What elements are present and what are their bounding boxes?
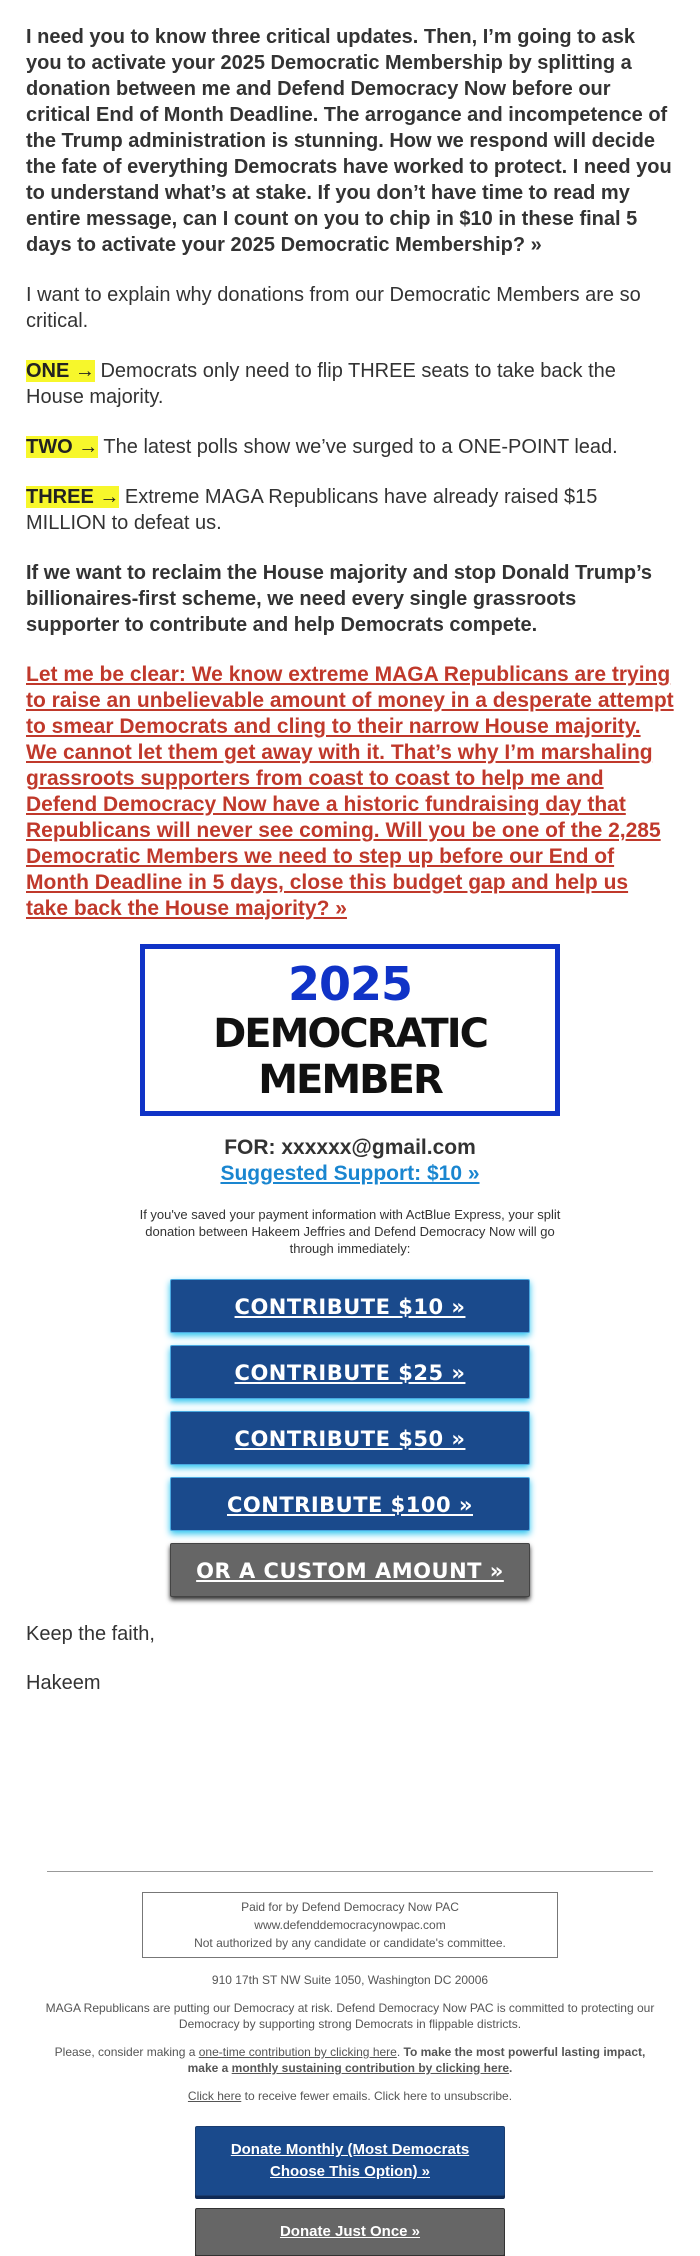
- footer-address: 910 17th ST NW Suite 1050, Washington DC 20006: [211, 1973, 489, 1987]
- intro-paragraph: I need you to know three critical updates. Then, I’m going to ask you to activate your 2025 Democratic Membership by splitting a donation between me and Defend Democracy Now before our critical End of Month Deadline. The arrogance and incompetence of the Trump administration is stunning. How we respond will decide the fate of everything Democrats have worked to protect. I need you to understand what’s at stake. If you don’t have time to read my entire message, can I count on you to chip in $10 in these final 5 days to activate your 2025 Democratic Membership? »: [26, 26, 672, 256]
- point-one-tag: ONE →: [26, 360, 95, 382]
- signoff: Keep the faith,: [26, 1623, 155, 1645]
- point-two: [26, 434, 674, 460]
- reclaim-paragraph: If we want to reclaim the House majority and stop Donald Trump’s billionaires-first scheme, we need every single grassroots supporter to contribute and help Democrats compete.: [26, 562, 653, 636]
- one-time-link[interactable]: one-time contribution by clicking here: [198, 2045, 397, 2059]
- not-authorized-text: Not authorized by any candidate or candidate's committee.: [194, 1936, 506, 1950]
- consider-prefix: Please, consider making a: [54, 2045, 199, 2059]
- suggested-support-link[interactable]: Suggested Support: $10 »: [220, 1162, 480, 1185]
- badge-text: DEMOCRATIC MEMBER: [213, 1011, 487, 1103]
- point-two-text: The latest polls show we’ve surged to a ONE-POINT lead.: [103, 436, 618, 458]
- paid-by-text: Paid for by Defend Democracy Now PAC: [241, 1900, 459, 1914]
- point-three-tag: THREE →: [26, 486, 120, 508]
- point-one: [26, 358, 674, 410]
- for-email-line: FOR: xxxxxx@gmail.com: [224, 1136, 476, 1159]
- fewer-emails-text: to receive fewer emails. Click here to unsubscribe.: [241, 2089, 513, 2103]
- consider-mid: .: [396, 2045, 404, 2059]
- membership-badge[interactable]: [140, 944, 560, 1116]
- point-two-tag: TWO →: [26, 436, 99, 458]
- membership-badge-wrap: [26, 944, 674, 1116]
- fewer-emails-link[interactable]: Click here: [187, 2089, 242, 2103]
- impact-end: .: [509, 2061, 513, 2075]
- contribute-buttons: [26, 1279, 674, 1597]
- footer-divider: [47, 1871, 653, 1872]
- footer-mission: MAGA Republicans are putting our Democracy at risk. Defend Democracy Now PAC is committed to protecting our Democracy by supporting strong Democrats in flippable districts.: [45, 2001, 655, 2031]
- donate-once-button[interactable]: Donate Just Once »: [195, 2208, 505, 2256]
- custom-amount-button[interactable]: OR A CUSTOM AMOUNT »: [170, 1543, 530, 1597]
- point-one-text: Democrats only need to flip THREE seats to take back the House majority.: [26, 360, 616, 408]
- contribute-25-button[interactable]: CONTRIBUTE $25 »: [170, 1345, 530, 1399]
- monthly-link[interactable]: monthly sustaining contribution by clicking here: [231, 2061, 510, 2075]
- impact-text: To make the most powerful lasting impact, make a: [187, 2045, 646, 2075]
- paid-for-box: [142, 1892, 558, 1958]
- badge-year: 2025: [287, 957, 413, 1011]
- donate-monthly-button[interactable]: Donate Monthly (Most Democrats Choose This Option) »: [195, 2126, 505, 2196]
- footer-consider: [45, 2044, 655, 2076]
- signature: Hakeem: [26, 1672, 101, 1694]
- footer-email-prefs: [45, 2088, 655, 2104]
- point-three-text: Extreme MAGA Republicans have already raised $15 MILLION to defeat us.: [26, 486, 598, 534]
- contribute-100-button[interactable]: CONTRIBUTE $100 »: [170, 1477, 530, 1531]
- donate-appeal-link[interactable]: Let me be clear: We know extreme MAGA Republicans are trying to raise an unbelievable amount of money in a desperate attempt to smear Democrats and cling to their narrow House majority. We cannot let them get away with it. That’s why I’m marshaling grassroots supporters from coast to coast to help me and Defend Democracy Now have a historic fundraising day that Republicans will never see coming. Will you be one of the 2,285 Democratic Members we need to step up before our End of Month Deadline in 5 days, close this budget gap and help us take back the House majority? »: [26, 663, 674, 920]
- actblue-note: If you've saved your payment information with ActBlue Express, your split donation between Hakeem Jeffries and Defend Democracy Now will go through immediately:: [139, 1207, 561, 1256]
- explain-paragraph: I want to explain why donations from our Democratic Members are so critical.: [26, 284, 641, 332]
- contribute-50-button[interactable]: CONTRIBUTE $50 »: [170, 1411, 530, 1465]
- contribute-10-button[interactable]: CONTRIBUTE $10 »: [170, 1279, 530, 1333]
- point-three: [26, 484, 674, 536]
- pac-website: www.defenddemocracynowpac.com: [254, 1918, 446, 1932]
